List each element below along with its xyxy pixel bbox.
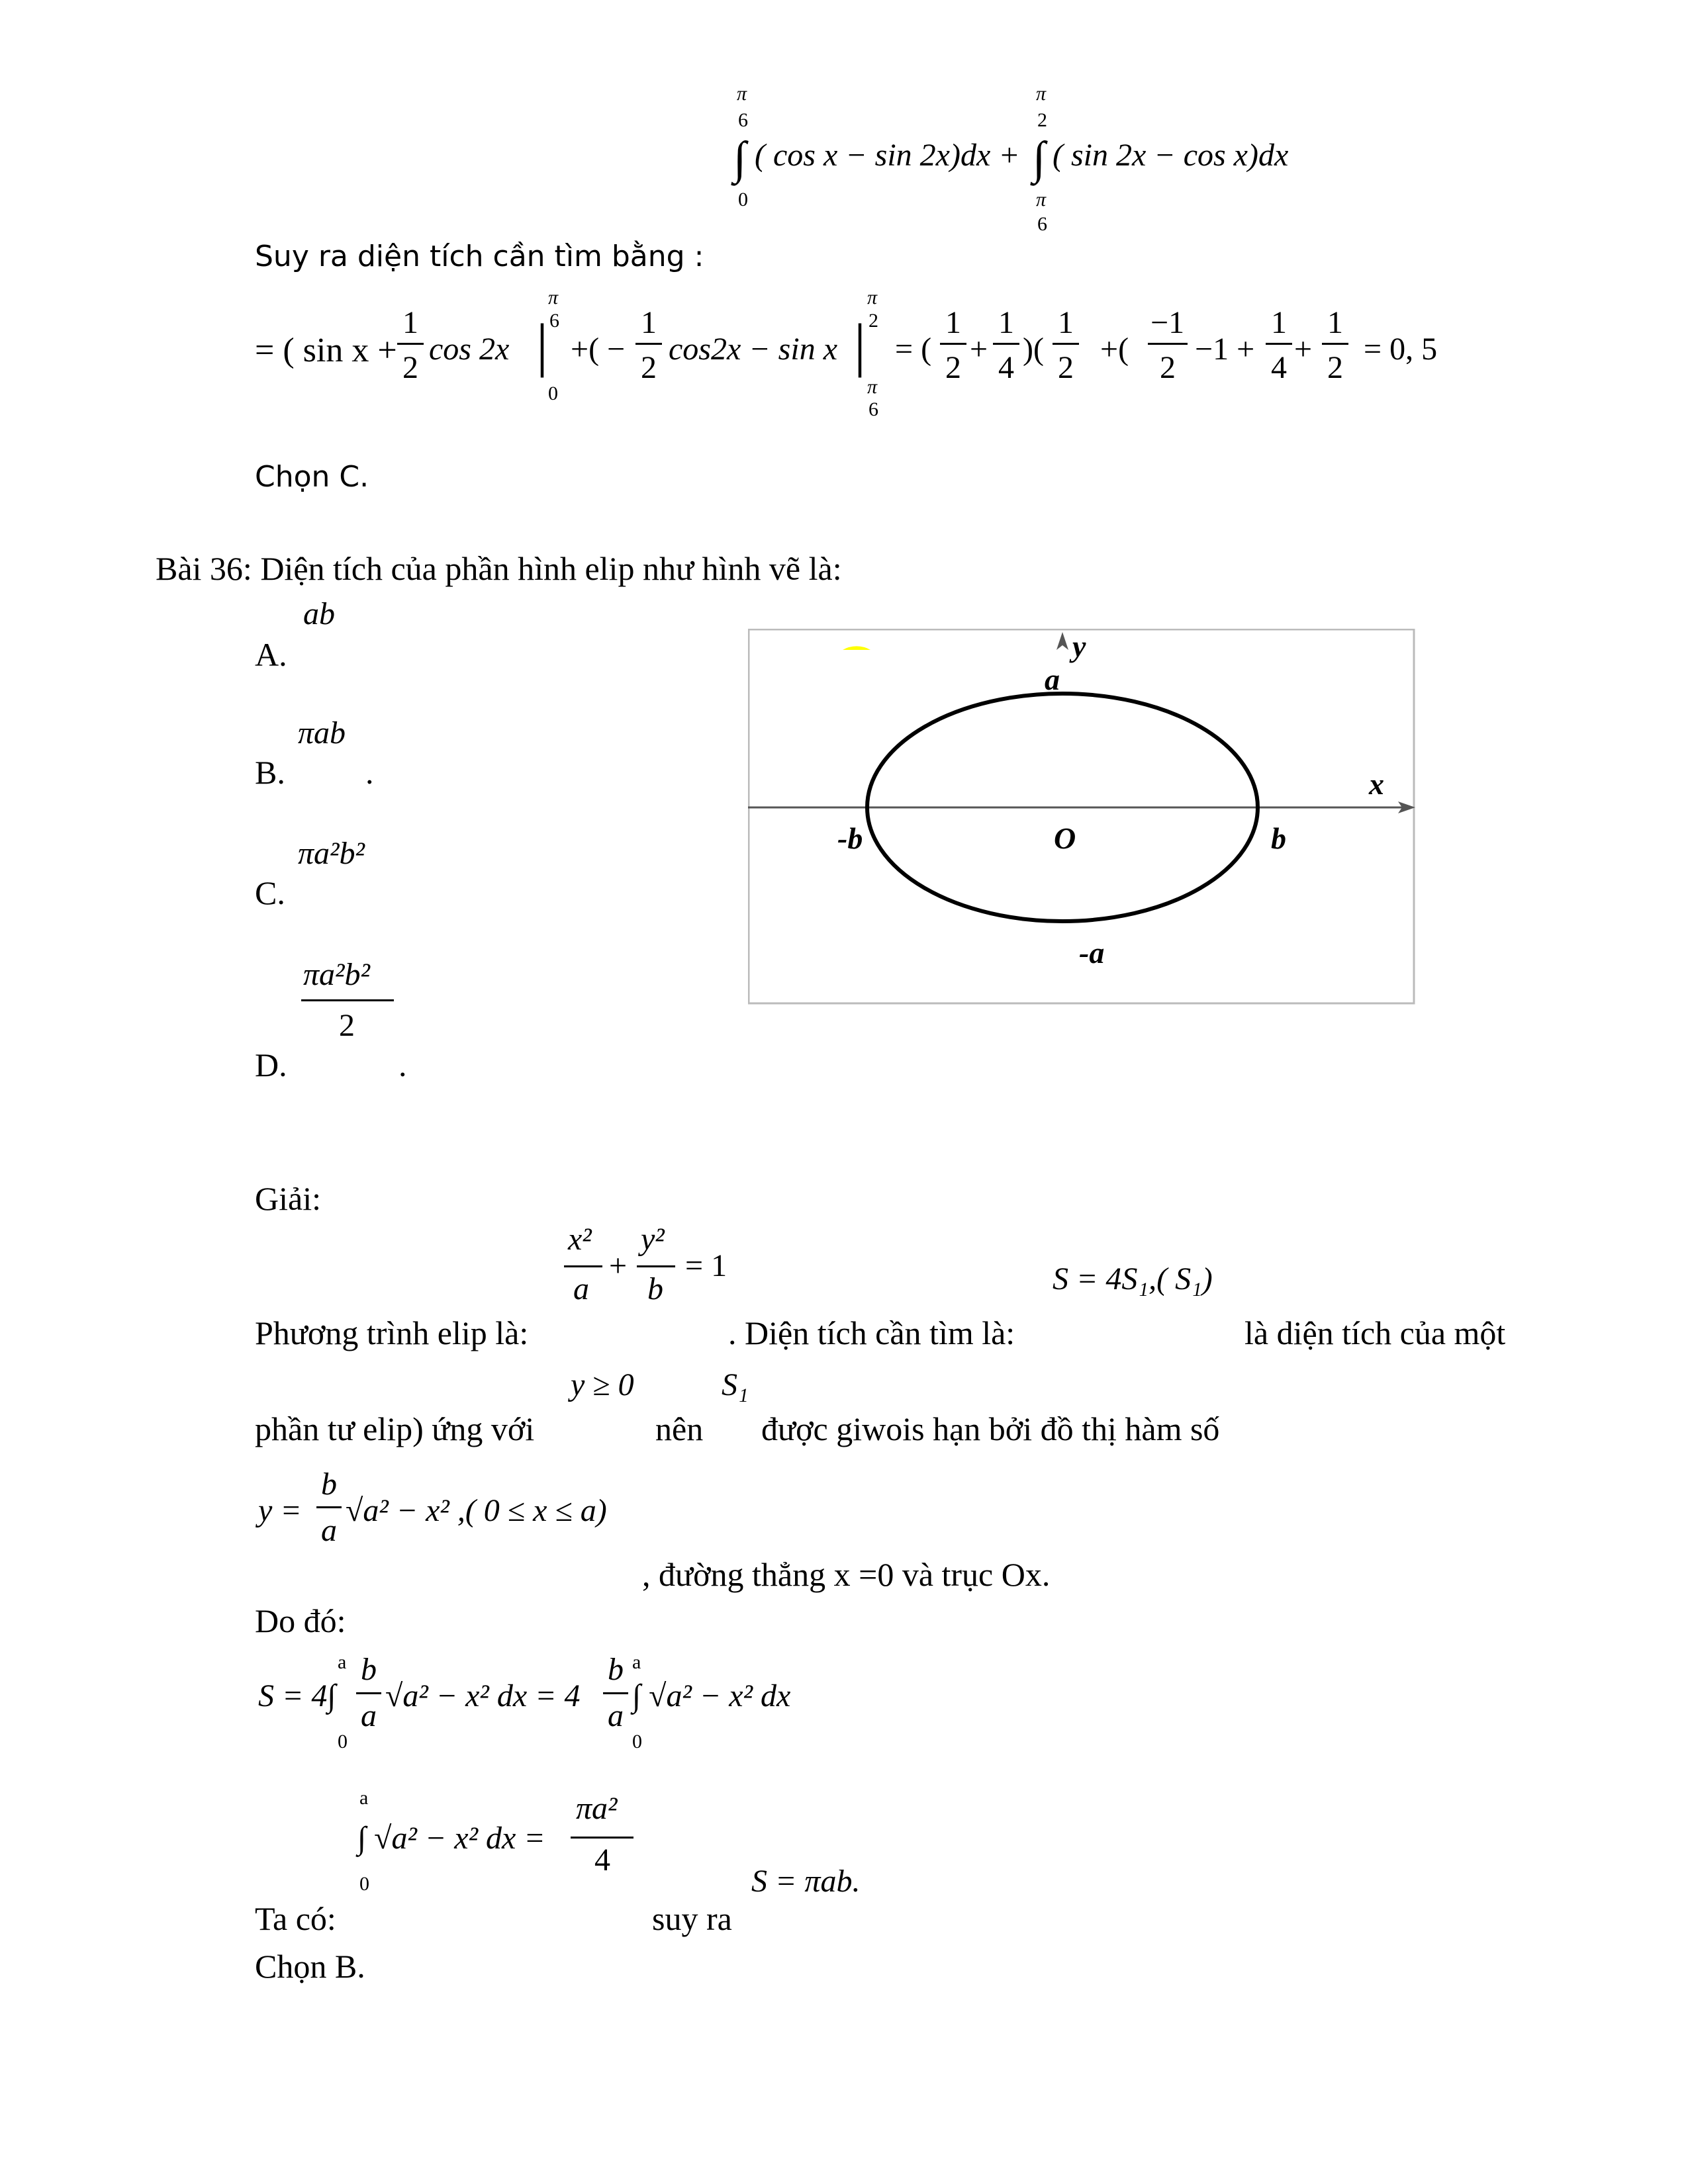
eval-lim2-pi-b: π	[867, 376, 878, 398]
eval-plus2: +	[1294, 332, 1313, 367]
option-d-line	[301, 999, 394, 1001]
answer-formula: S = πab.	[751, 1864, 861, 1899]
int1-term: ( cos x − sin 2x)dx +	[755, 138, 1020, 173]
eq-b: b	[647, 1271, 663, 1306]
int2-upper: π	[1036, 83, 1047, 105]
func-a: a	[321, 1513, 337, 1548]
s-frac2-line	[603, 1692, 628, 1694]
int1-upper: π	[737, 83, 747, 105]
eq-plus: +	[609, 1248, 628, 1283]
known-num: πa²	[576, 1791, 618, 1826]
s-int-left: S = 4∫	[258, 1678, 336, 1713]
eval-part2: cos2x − sin x	[669, 332, 837, 367]
label-x: x	[1369, 767, 1384, 801]
eval-part1: = ( sin x +	[255, 332, 397, 369]
eval-bar2: |	[854, 312, 867, 378]
label-neg-a: -a	[1079, 936, 1105, 970]
option-c-letter: C.	[255, 874, 285, 911]
eval-close-open: )(	[1023, 332, 1044, 367]
eval-q3-line	[1053, 343, 1079, 345]
ta-co: Ta có:	[255, 1900, 336, 1937]
known-den: 4	[594, 1843, 610, 1878]
cond-y: y ≥ 0	[571, 1367, 634, 1402]
eval-cos2x: cos 2x	[429, 332, 510, 367]
line2-b: nên	[655, 1410, 704, 1447]
s-int-right: ∫ √a² − x² dx	[632, 1678, 791, 1713]
eval-q1-num: 1	[945, 305, 961, 340]
eval-q3-num: 1	[1058, 305, 1074, 340]
eval-q4-line	[1266, 343, 1292, 345]
eval-half2-den: 2	[641, 350, 657, 385]
option-c-expr: πa²b²	[298, 836, 365, 871]
eval-q5-num: 1	[1327, 305, 1343, 340]
s-a2: a	[608, 1698, 624, 1733]
line1-a: Phương trình elip là:	[255, 1314, 529, 1351]
eval-plus: +	[970, 332, 988, 367]
s-b: b	[361, 1652, 377, 1687]
eq-x2: x²	[568, 1222, 592, 1257]
line1-b: . Diện tích cần tìm là:	[728, 1314, 1015, 1351]
s-a: a	[361, 1698, 377, 1733]
line2-c: được giwois hạn bởi đồ thị hàm số	[761, 1410, 1220, 1447]
option-a-letter: A.	[255, 636, 287, 673]
chon-c: Chọn C.	[255, 460, 369, 494]
eval-eq-paren: = (	[895, 332, 932, 367]
ellipse-figure	[748, 629, 1417, 1006]
option-b-expr: πab	[298, 715, 346, 751]
suy-ra: suy ra	[652, 1900, 732, 1937]
eval-lim2-pi: π	[867, 287, 878, 308]
eval-lim2-two: 2	[868, 310, 878, 332]
s-formula: S = 4S₁,( S₁)	[1053, 1261, 1213, 1297]
eq-a: a	[573, 1271, 589, 1306]
eval-plus-open: +( −	[571, 332, 626, 367]
do-do: Do đó:	[255, 1602, 346, 1639]
eval-lim-zero: 0	[548, 383, 558, 404]
eval-half-line	[397, 343, 424, 345]
eval-mid: −1 +	[1195, 332, 1255, 367]
int2-term: ( sin 2x − cos x)dx	[1053, 138, 1289, 173]
eval-q4-num: 1	[1271, 305, 1287, 340]
eval-bar: |	[536, 312, 549, 378]
eval-q5-den: 2	[1327, 350, 1343, 385]
eval-plus-paren: +(	[1100, 332, 1129, 367]
eval-half-den: 2	[402, 350, 418, 385]
giai-label: Giải:	[255, 1180, 321, 1217]
k-lim-upper: a	[359, 1787, 369, 1809]
eval-q1-line	[940, 343, 966, 345]
eval-q5-line	[1322, 343, 1348, 345]
eval-neg-num: −1	[1150, 305, 1185, 340]
func-b: b	[321, 1467, 337, 1502]
eval-q1-den: 2	[945, 350, 961, 385]
eval-half-num: 1	[402, 305, 418, 340]
s2-lim-lower: 0	[632, 1731, 642, 1752]
k-lim-lower: 0	[359, 1873, 369, 1895]
eval-q3-den: 2	[1058, 350, 1074, 385]
label-a: a	[1045, 662, 1060, 696]
cond-s1: S₁	[722, 1367, 749, 1402]
label-neg-b: -b	[837, 821, 863, 855]
eval-half2-line	[635, 343, 662, 345]
int2-lower: π	[1036, 189, 1047, 210]
func-frac-line	[316, 1506, 342, 1508]
s2-lim-upper: a	[632, 1651, 641, 1673]
s-frac-line	[356, 1692, 381, 1694]
option-d-den: 2	[339, 1008, 355, 1043]
option-d-num: πa²b²	[303, 957, 370, 992]
option-b-trail: .	[365, 754, 374, 791]
eval-result: = 0, 5	[1364, 332, 1438, 367]
eval-lim-pi: π	[548, 287, 559, 308]
func-rest: √a² − x² ,( 0 ≤ x ≤ a)	[346, 1493, 607, 1528]
func-y: y =	[258, 1493, 302, 1528]
s-int-mid: √a² − x² dx = 4	[385, 1678, 581, 1713]
option-d-trail: .	[399, 1046, 407, 1083]
known-frac-line	[571, 1837, 633, 1839]
eq-frac1-line	[564, 1265, 602, 1267]
suy-ra-line: Suy ra diện tích cần tìm bằng :	[255, 240, 704, 273]
eval-lim2-six: 6	[868, 398, 878, 420]
s-lim-upper: a	[338, 1651, 347, 1673]
int2-lower-den: 6	[1037, 213, 1047, 235]
eval-lim-six: 6	[549, 310, 559, 332]
eq-rhs: = 1	[685, 1248, 727, 1283]
chon-b: Chọn B.	[255, 1948, 365, 1985]
int2-upper-den: 2	[1037, 109, 1047, 131]
eval-neg-den: 2	[1160, 350, 1176, 385]
problem-title: Bài 36: Diện tích của phần hình elip như hình vẽ là:	[156, 550, 842, 587]
int2-sign: ∫	[1033, 133, 1046, 184]
eval-q2-den: 4	[998, 350, 1014, 385]
int1-sign: ∫	[733, 133, 747, 184]
eval-q2-num: 1	[998, 305, 1014, 340]
line2-a: phần tư elip) ứng với	[255, 1410, 535, 1447]
line1-c: là diện tích của một	[1244, 1314, 1506, 1351]
label-y: y	[1072, 629, 1086, 663]
int1-lower: 0	[738, 189, 748, 210]
line3: , đường thẳng x =0 và trục Ox.	[642, 1556, 1051, 1593]
label-b: b	[1271, 821, 1286, 855]
option-a-expr: ab	[303, 596, 335, 631]
eq-frac2-line	[637, 1265, 675, 1267]
eval-q2-line	[993, 343, 1019, 345]
option-d-letter: D.	[255, 1046, 287, 1083]
s-lim-lower: 0	[338, 1731, 348, 1752]
int1-upper-den: 6	[738, 109, 748, 131]
s-b2: b	[608, 1652, 624, 1687]
known-integral: ∫ √a² − x² dx =	[357, 1821, 545, 1856]
label-origin: O	[1054, 821, 1076, 855]
eval-q4-den: 4	[1271, 350, 1287, 385]
eval-neg-line	[1148, 343, 1188, 345]
eval-half2-num: 1	[641, 305, 657, 340]
eq-y2: y²	[641, 1222, 665, 1257]
option-b-letter: B.	[255, 754, 285, 791]
